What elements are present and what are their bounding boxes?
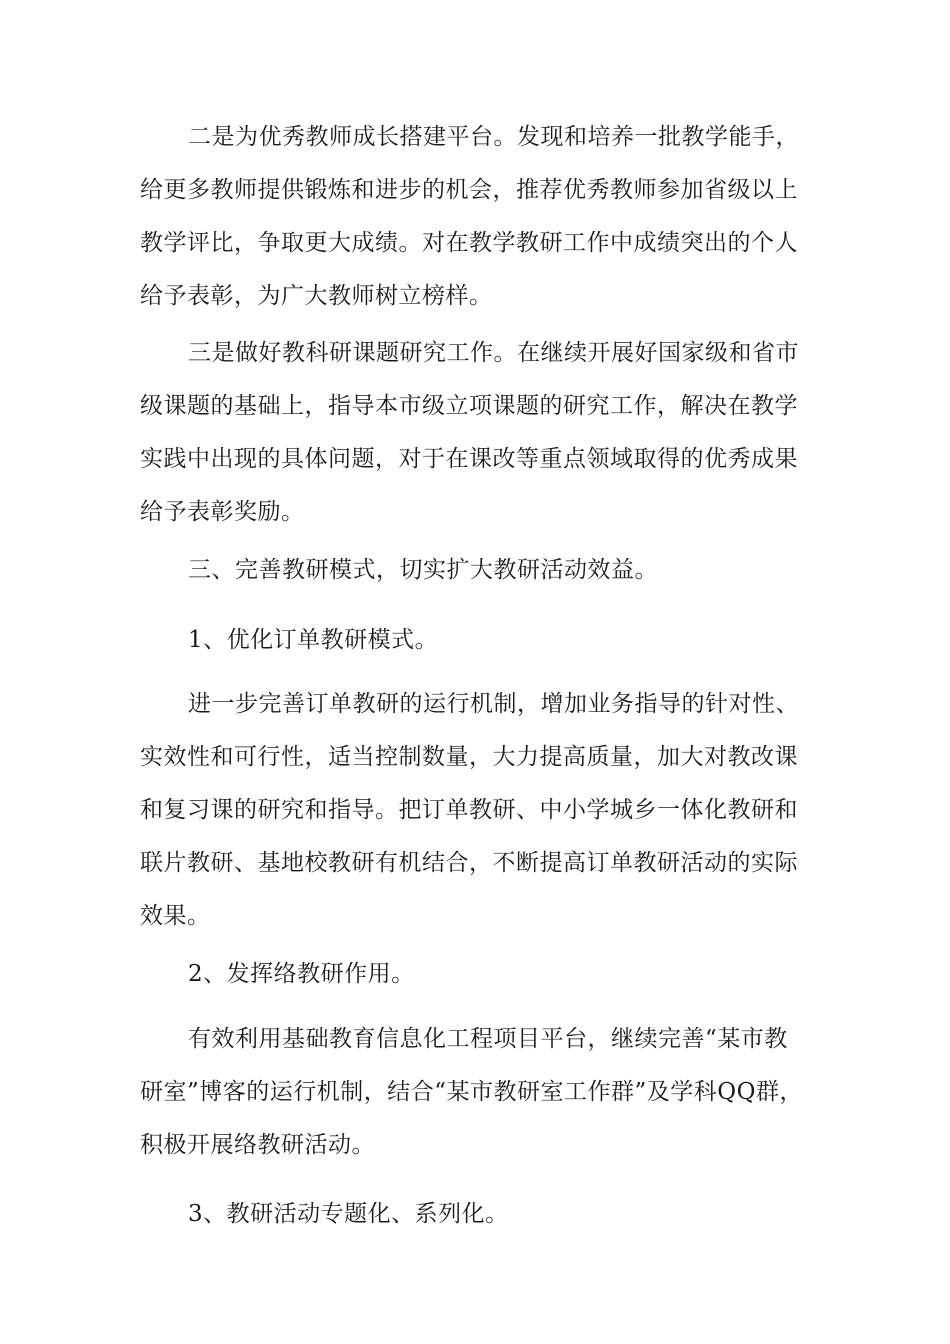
text-line: 研室”博客的运行机制，结合“某市教研室工作群”及学科QQ群，	[140, 1079, 803, 1105]
text-line: 效果。	[140, 903, 211, 929]
paragraph-research-projects	[140, 327, 830, 539]
paragraph-teacher-growth	[140, 111, 830, 323]
text-line: 给予表彰，为广大教师树立榜样。	[140, 283, 493, 309]
text-line: 2、发挥络教研作用。	[188, 961, 415, 987]
text-line: 积极开展络教研活动。	[140, 1132, 375, 1158]
text-line: 有效利用基础教育信息化工程项目平台，继续完善“某市教	[188, 1026, 788, 1052]
text-line: 级课题的基础上，指导本市级立项课题的研究工作，解决在教学	[140, 393, 798, 419]
text-line: 给更多教师提供锻炼和进步的机会，推荐优秀教师参加省级以上	[140, 177, 798, 203]
text-line: 和复习课的研究和指导。把订单教研、中小学城乡一体化教研和	[140, 797, 798, 823]
paragraph-network-research	[140, 1013, 830, 1172]
text-line: 三、完善教研模式，切实扩大教研活动效益。	[188, 557, 658, 583]
subheading-order-research	[140, 614, 830, 667]
subheading-network-research	[140, 948, 830, 1001]
text-line: 教学评比，争取更大成绩。对在教学教研工作中成绩突出的个人	[140, 230, 798, 256]
text-line: 二是为优秀教师成长搭建平台。发现和培养一批教学能手，	[188, 124, 799, 150]
text-line: 1、优化订单教研模式。	[188, 627, 439, 653]
text-line: 三是做好教科研课题研究工作。在继续开展好国家级和省市	[188, 340, 799, 366]
subheading-thematic-research	[140, 1188, 830, 1241]
text-line: 给予表彰奖励。	[140, 499, 305, 525]
paragraph-order-research	[140, 678, 830, 943]
section-heading-three	[140, 544, 830, 597]
text-line: 实践中出现的具体问题，对于在课改等重点领域取得的优秀成果	[140, 446, 798, 472]
text-line: 联片教研、基地校教研有机结合，不断提高订单教研活动的实际	[140, 850, 798, 876]
text-line: 3、教研活动专题化、系列化。	[188, 1201, 509, 1227]
text-line: 实效性和可行性，适当控制数量，大力提高质量，加大对教改课	[140, 744, 798, 770]
text-line: 进一步完善订单教研的运行机制，增加业务指导的针对性、	[188, 691, 799, 717]
